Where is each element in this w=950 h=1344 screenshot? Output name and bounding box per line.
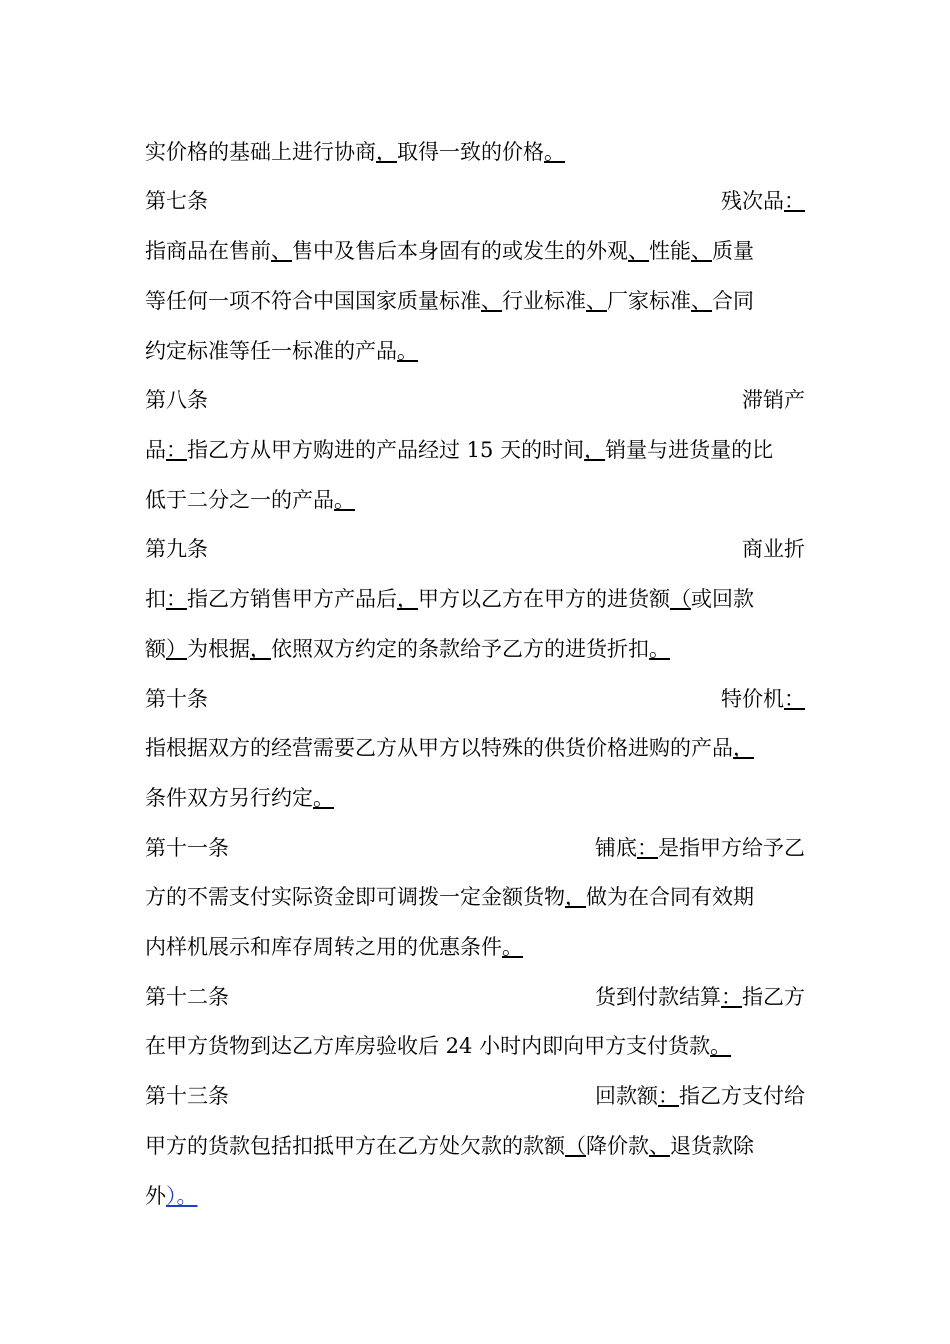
text-line: 品：指乙方从甲方购进的产品经过 15 天的时间，销量与进货量的比: [145, 438, 774, 462]
text-line: 外）。: [145, 1184, 198, 1208]
article-heading-12: [145, 982, 805, 1012]
article-heading-8: [145, 385, 805, 415]
term-name: 商业折: [742, 537, 805, 561]
article-heading-7: [145, 186, 805, 216]
term-name: 回款额：指乙方支付给: [595, 1084, 805, 1108]
article-heading-11: [145, 833, 805, 863]
text-line: 方的不需支付实际资金即可调拨一定金额货物，做为在合同有效期: [145, 885, 754, 909]
text-line: 实价格的基础上进行协商，取得一致的价格。: [145, 140, 565, 164]
article-number: 第十三条: [145, 1084, 229, 1108]
text-line: 低于二分之一的产品。: [145, 488, 355, 512]
text-line: 指根据双方的经营需要乙方从甲方以特殊的供货价格进购的产品，: [145, 736, 754, 760]
text-line: 约定标准等任一标准的产品。: [145, 339, 418, 363]
text-line: 甲方的货款包括扣抵甲方在乙方处欠款的款额（降价款、退货款除: [145, 1134, 754, 1158]
text-line: 内样机展示和库存周转之用的优惠条件。: [145, 935, 523, 959]
article-number: 第十二条: [145, 985, 229, 1009]
article-heading-9: [145, 534, 805, 564]
term-name: 特价机：: [721, 687, 805, 711]
text-line: 扣：指乙方销售甲方产品后，甲方以乙方在甲方的进货额（或回款: [145, 587, 754, 611]
term-name: 滞销产: [742, 388, 805, 412]
term-name: 铺底：是指甲方给予乙: [595, 836, 805, 860]
text-line: 额）为根据，依照双方约定的条款给予乙方的进货折扣。: [145, 637, 670, 661]
text-line: 等任何一项不符合中国国家质量标准、行业标准、厂家标准、合同: [145, 289, 754, 313]
text-line: 条件双方另行约定。: [145, 786, 334, 810]
article-heading-10: [145, 684, 805, 714]
article-number: 第九条: [145, 537, 208, 561]
term-name: 货到付款结算：指乙方: [595, 985, 805, 1009]
text-line: 指商品在售前、售中及售后本身固有的或发生的外观、性能、质量: [145, 239, 754, 263]
article-number: 第十一条: [145, 836, 229, 860]
article-heading-13: [145, 1081, 805, 1111]
text-line: 在甲方货物到达乙方库房验收后 24 小时内即向甲方支付货款。: [145, 1034, 732, 1058]
term-name: 残次品：: [721, 189, 805, 213]
article-number: 第七条: [145, 189, 208, 213]
article-number: 第八条: [145, 388, 208, 412]
article-number: 第十条: [145, 687, 208, 711]
